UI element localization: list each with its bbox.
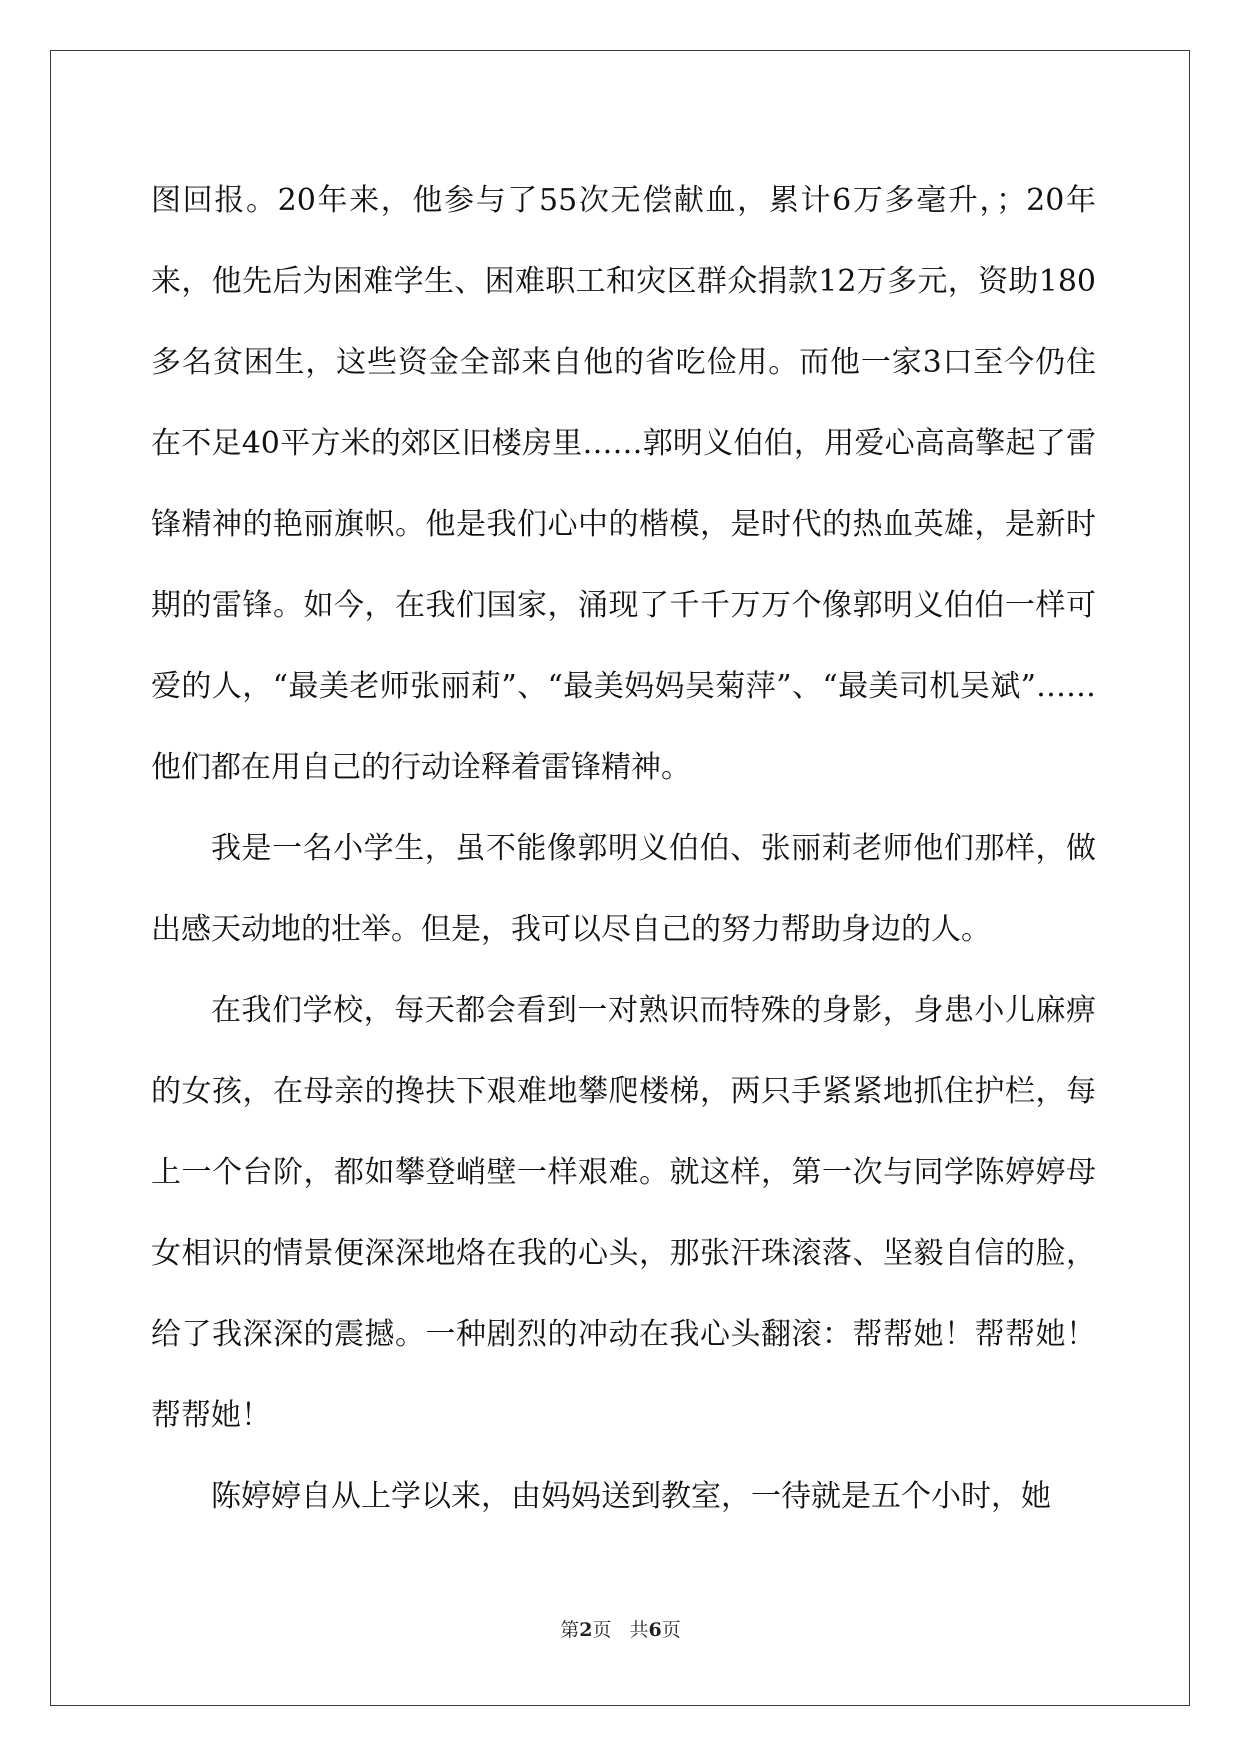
paragraph-1: 图回报。20年来，他参与了55次无偿献血，累计6万多毫升，；20年来，他先后为困难学生、困难职工和灾区群众捐款12万多元，资助180多名贫困生，这些资金全部来自他的省吃俭用。而他一家3口至今仍住在不足40平方米的郊区旧楼房里……郭明义伯伯，用爱心高高擎起了雷锋精神的艳丽旗帜。他是我们心中的楷模，是时代的热血英雄，是新时期的雷锋。如今，在我们国家，涌现了千千万万个像郭明义伯伯一样可爱的人，“最美老师张丽莉”、“最美妈妈吴菊萍”、“最美司机吴斌”……他们都在用自己的行动诠释着雷锋精神。 bbox=[151, 183, 1096, 785]
page-label-unit: 页 bbox=[592, 1619, 612, 1641]
page-footer bbox=[0, 1615, 1241, 1642]
document-body bbox=[151, 160, 1096, 1537]
page-label-prefix: 第 bbox=[560, 1619, 580, 1641]
total-page-number: 6 bbox=[648, 1619, 662, 1641]
paragraph-3: 在我们学校，每天都会看到一对熟识而特殊的身影，身患小儿麻痹的女孩，在母亲的搀扶下艰难地攀爬楼梯，两只手紧紧地抓住护栏，每上一个台阶，都如攀登峭壁一样艰难。就这样，第一次与同学陈婷婷母女相识的情景便深深地烙在我的心头，那张汗珠滚落、坚毅自信的脸，给了我深深的震撼。一种剧烈的冲动在我心头翻滚：帮帮她！帮帮她！帮帮她！ bbox=[151, 993, 1096, 1433]
total-label-unit: 页 bbox=[661, 1619, 681, 1641]
current-page-number: 2 bbox=[579, 1619, 593, 1641]
total-label-prefix: 共 bbox=[629, 1619, 649, 1641]
paragraph-4: 陈婷婷自从上学以来，由妈妈送到教室，一待就是五个小时，她 bbox=[211, 1479, 1051, 1514]
paragraph-2: 我是一名小学生，虽不能像郭明义伯伯、张丽莉老师他们那样，做出感天动地的壮举。但是，我可以尽自己的努力帮助身边的人。 bbox=[151, 831, 1096, 947]
